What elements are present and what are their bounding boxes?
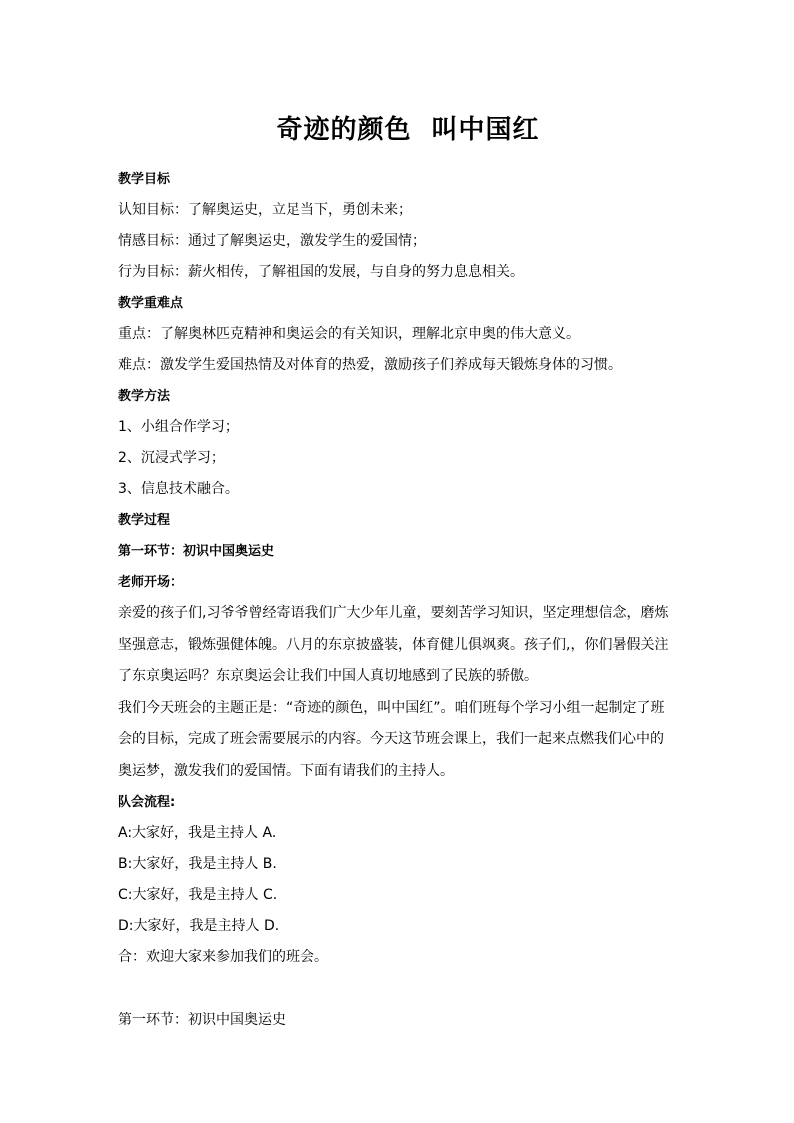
flow-heading: 队会流程: <box>118 795 176 810</box>
theme-paragraph: 我们今天班会的主题正是：“奇迹的颜色，叫中国红”。咱们班每个学习小组一起制定了班会的目标，完成了班会需要展示的内容。今天这节班会课上，我们一起来点燃我们心中的奥运梦，激发我们的爱国情。下面有请我们的主持人。 <box>118 699 665 779</box>
method-item: 2、沉浸式学习； <box>118 450 225 466</box>
goals-heading: 教学目标 <box>118 172 171 187</box>
blank-line <box>118 973 678 1005</box>
host-line-all: 合：欢迎大家来参加我们的班会。 <box>118 949 328 965</box>
document-body <box>118 112 678 1036</box>
goal-behavior: 行为目标：薪火相传，了解祖国的发展，与自身的努力息息相关。 <box>118 264 524 280</box>
goal-cognitive: 认知目标：了解奥运史，立足当下，勇创未来； <box>118 202 412 218</box>
key-difficulty-heading: 教学重难点 <box>118 296 184 311</box>
method-item: 1、小组合作学习； <box>118 419 239 435</box>
opening-paragraph: 亲爱的孩子们,习爷爷曾经寄语我们广大少年儿童，要刻苦学习知识，坚定理想信念，磨炼坚强意志，锻炼强健体魄。八月的东京披盛装，体育健儿俱飒爽。孩子们,，你们暑假关注了东京奥运吗？东京奥运会让我们中国人真切地感到了民族的骄傲。 <box>118 605 669 684</box>
host-line-c: C:大家好，我是主持人 C. <box>118 887 278 903</box>
process-heading: 教学过程 <box>118 513 171 528</box>
key-point: 重点：了解奥林匹克精神和奥运会的有关知识，理解北京申奥的伟大意义。 <box>118 326 580 342</box>
host-line-a: A:大家好，我是主持人 A. <box>118 825 277 841</box>
method-item: 3、信息技术融合。 <box>118 481 239 497</box>
teacher-opening-heading: 老师开场： <box>118 575 184 590</box>
host-line-b: B:大家好，我是主持人 B. <box>118 856 277 872</box>
section1-heading: 第一环节：初识中国奥运史 <box>118 544 275 559</box>
document-title: 奇迹的颜色 叫中国红 <box>276 115 540 145</box>
difficult-point: 难点：激发学生爱国热情及对体育的热爱，激励孩子们养成每天锻炼身体的习惯。 <box>118 357 622 373</box>
goal-emotional: 情感目标：通过了解奥运史，激发学生的爱国情； <box>118 233 426 249</box>
host-line-d: D:大家好，我是主持人 D. <box>118 918 280 934</box>
section1-repeat: 第一环节：初识中国奥运史 <box>118 1012 286 1028</box>
methods-heading: 教学方法 <box>118 389 171 404</box>
